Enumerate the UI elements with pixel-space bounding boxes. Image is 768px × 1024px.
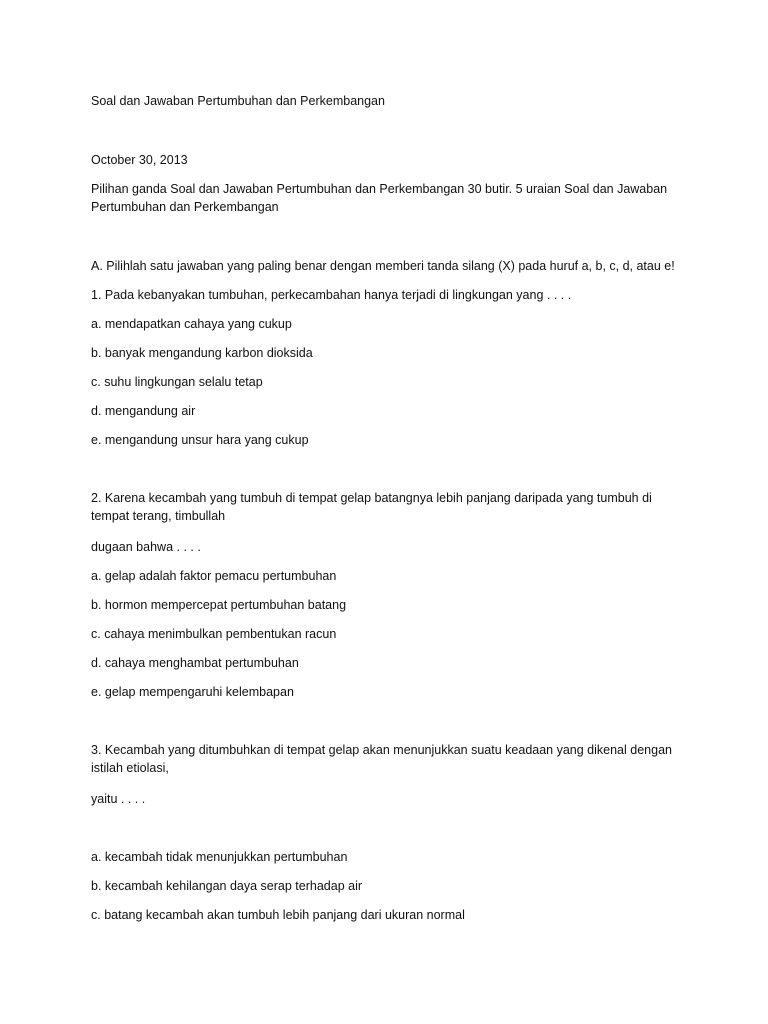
- question-1-option-b: b. banyak mengandung karbon dioksida: [91, 346, 313, 360]
- question-2-option-e: e. gelap mempengaruhi kelembapan: [91, 685, 294, 699]
- question-3-continuation: yaitu . . . .: [91, 792, 146, 806]
- question-3: 3. Kecambah yang ditumbuhkan di tempat gelap akan menunjukkan suatu keadaan yang dikenal dengan istilah etiolasi,: [91, 743, 672, 775]
- question-3-option-b: b. kecambah kehilangan daya serap terhadap air: [91, 879, 363, 893]
- document-intro: Pilihan ganda Soal dan Jawaban Pertumbuhan dan Perkembangan 30 butir. 5 uraian Soal dan Jawaban Pertumbuhan dan Perkembangan: [91, 182, 668, 214]
- question-2-option-b: b. hormon mempercepat pertumbuhan batang: [91, 598, 347, 612]
- question-1-option-e: e. mengandung unsur hara yang cukup: [91, 433, 309, 447]
- question-1-option-a: a. mendapatkan cahaya yang cukup: [91, 317, 292, 331]
- question-1-option-d: d. mengandung air: [91, 404, 196, 418]
- instruction: A. Pilihlah satu jawaban yang paling benar dengan memberi tanda silang (X) pada huruf a, b, c, d, atau e!: [91, 259, 675, 273]
- question-3-option-c: c. batang kecambah akan tumbuh lebih panjang dari ukuran normal: [91, 908, 465, 922]
- document-date: October 30, 2013: [91, 153, 188, 167]
- question-2-option-d: d. cahaya menghambat pertumbuhan: [91, 656, 299, 670]
- document-title: Soal dan Jawaban Pertumbuhan dan Perkembangan: [91, 94, 385, 108]
- question-1: 1. Pada kebanyakan tumbuhan, perkecambahan hanya terjadi di lingkungan yang . . . .: [91, 288, 572, 302]
- question-2-option-c: c. cahaya menimbulkan pembentukan racun: [91, 627, 337, 641]
- question-2-option-a: a. gelap adalah faktor pemacu pertumbuhan: [91, 569, 337, 583]
- question-2-continuation: dugaan bahwa . . . .: [91, 540, 201, 554]
- question-3-option-a: a. kecambah tidak menunjukkan pertumbuhan: [91, 850, 348, 864]
- question-2: 2. Karena kecambah yang tumbuh di tempat gelap batangnya lebih panjang daripada yang tumbuh di tempat terang, timbullah: [91, 491, 652, 523]
- question-1-option-c: c. suhu lingkungan selalu tetap: [91, 375, 263, 389]
